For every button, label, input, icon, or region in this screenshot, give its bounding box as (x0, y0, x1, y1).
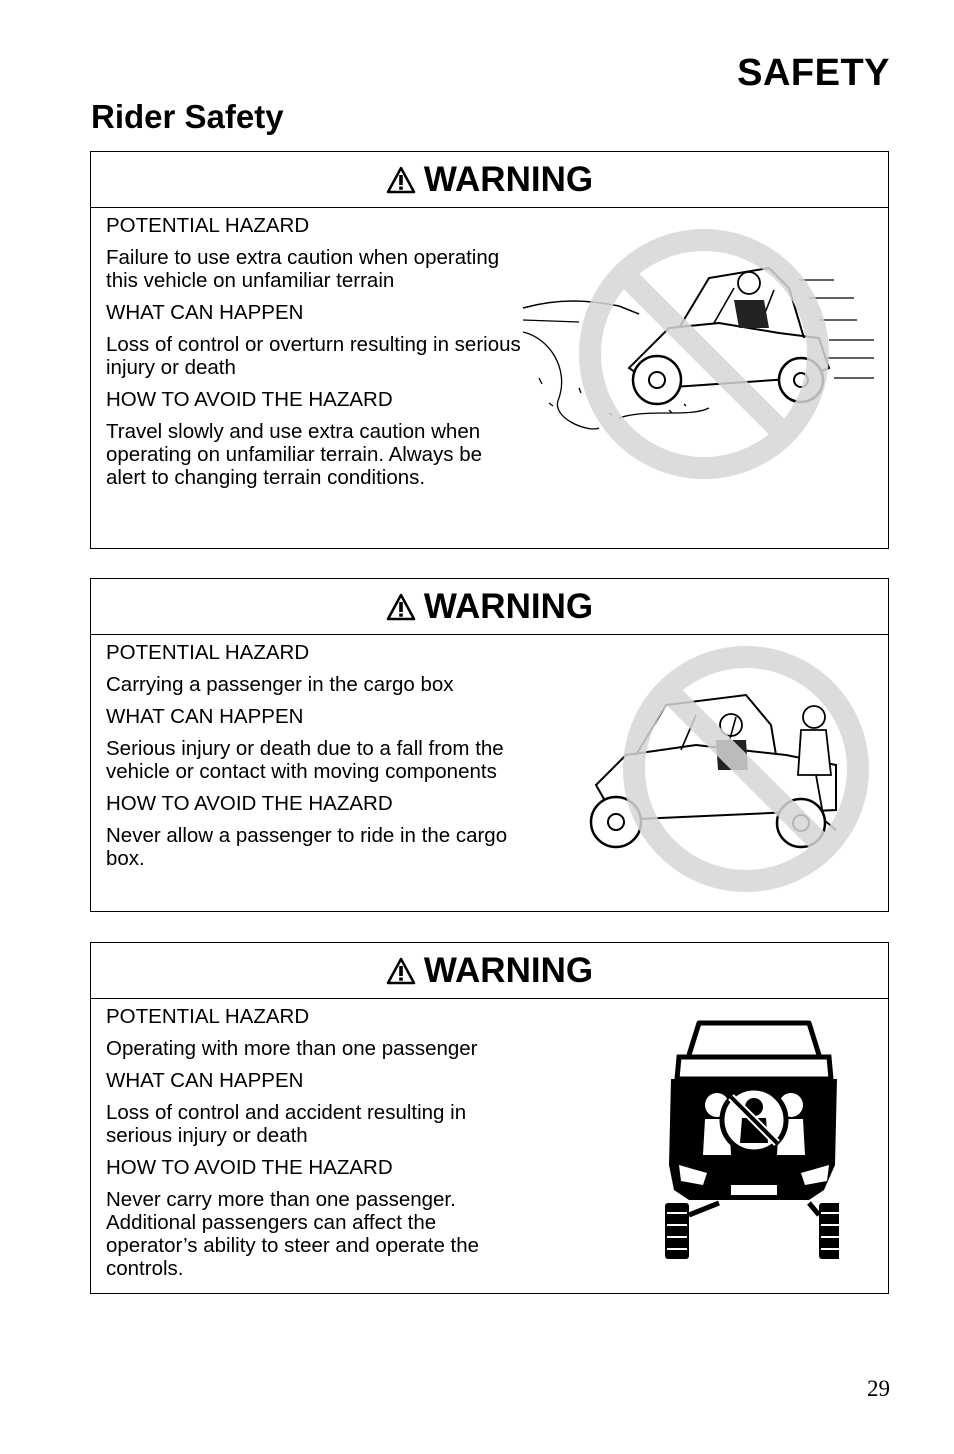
warning-box-multiple-passengers (90, 942, 889, 1294)
warning-triangle-icon (386, 957, 416, 985)
what-can-happen-label: WHAT CAN HAPPEN (106, 301, 304, 324)
vehicle-front-passengers-illustration (659, 1015, 839, 1265)
terrain-vehicle-illustration (519, 228, 879, 488)
warning-text (106, 214, 526, 498)
page-heading: Rider Safety (91, 98, 284, 135)
what-can-happen-text: Serious injury or death due to a fall from the vehicle or contact with moving components (106, 737, 504, 783)
what-can-happen-label: WHAT CAN HAPPEN (106, 1069, 304, 1092)
page-number: 29 (867, 1376, 890, 1401)
how-to-avoid-label: HOW TO AVOID THE HAZARD (106, 792, 393, 815)
prohibition-circle-icon (722, 1088, 786, 1152)
warning-label: WARNING (423, 950, 594, 990)
what-can-happen-text: Loss of control or overturn resulting in serious injury or death (106, 333, 521, 379)
warning-label: WARNING (423, 586, 594, 626)
potential-hazard-text: Operating with more than one passenger (106, 1037, 478, 1060)
how-to-avoid-label: HOW TO AVOID THE HAZARD (106, 1156, 393, 1179)
section-title: SAFETY (737, 52, 890, 94)
warning-text (106, 1005, 526, 1289)
potential-hazard-text: Carrying a passenger in the cargo box (106, 673, 454, 696)
what-can-happen-text: Loss of control and accident resulting in serious injury or death (106, 1101, 467, 1147)
how-to-avoid-text: Never allow a passenger to ride in the cargo box. (106, 824, 508, 870)
warning-triangle-icon (386, 593, 416, 621)
potential-hazard-label: POTENTIAL HAZARD (106, 1005, 310, 1028)
warning-box-unfamiliar-terrain (90, 151, 889, 549)
how-to-avoid-text: Never carry more than one passenger. Additional passengers can affect the operator’s ability to steer and operate the controls. (106, 1188, 480, 1280)
how-to-avoid-label: HOW TO AVOID THE HAZARD (106, 388, 393, 411)
warning-box-cargo-passenger (90, 578, 889, 912)
warning-header (91, 152, 888, 208)
potential-hazard-label: POTENTIAL HAZARD (106, 641, 310, 664)
warning-label: WARNING (423, 159, 594, 199)
what-can-happen-label: WHAT CAN HAPPEN (106, 705, 304, 728)
potential-hazard-text: Failure to use extra caution when operating this vehicle on unfamiliar terrain (106, 246, 500, 292)
warning-triangle-icon (386, 166, 416, 194)
prohibition-circle-icon (590, 240, 818, 468)
warning-header (91, 579, 888, 635)
warning-header (91, 943, 888, 999)
how-to-avoid-text: Travel slowly and use extra caution when operating on unfamiliar terrain. Always be alert to changing terrain conditions. (106, 420, 483, 489)
cargo-passenger-illustration (586, 645, 886, 905)
potential-hazard-label: POTENTIAL HAZARD (106, 214, 310, 237)
warning-text (106, 641, 526, 879)
